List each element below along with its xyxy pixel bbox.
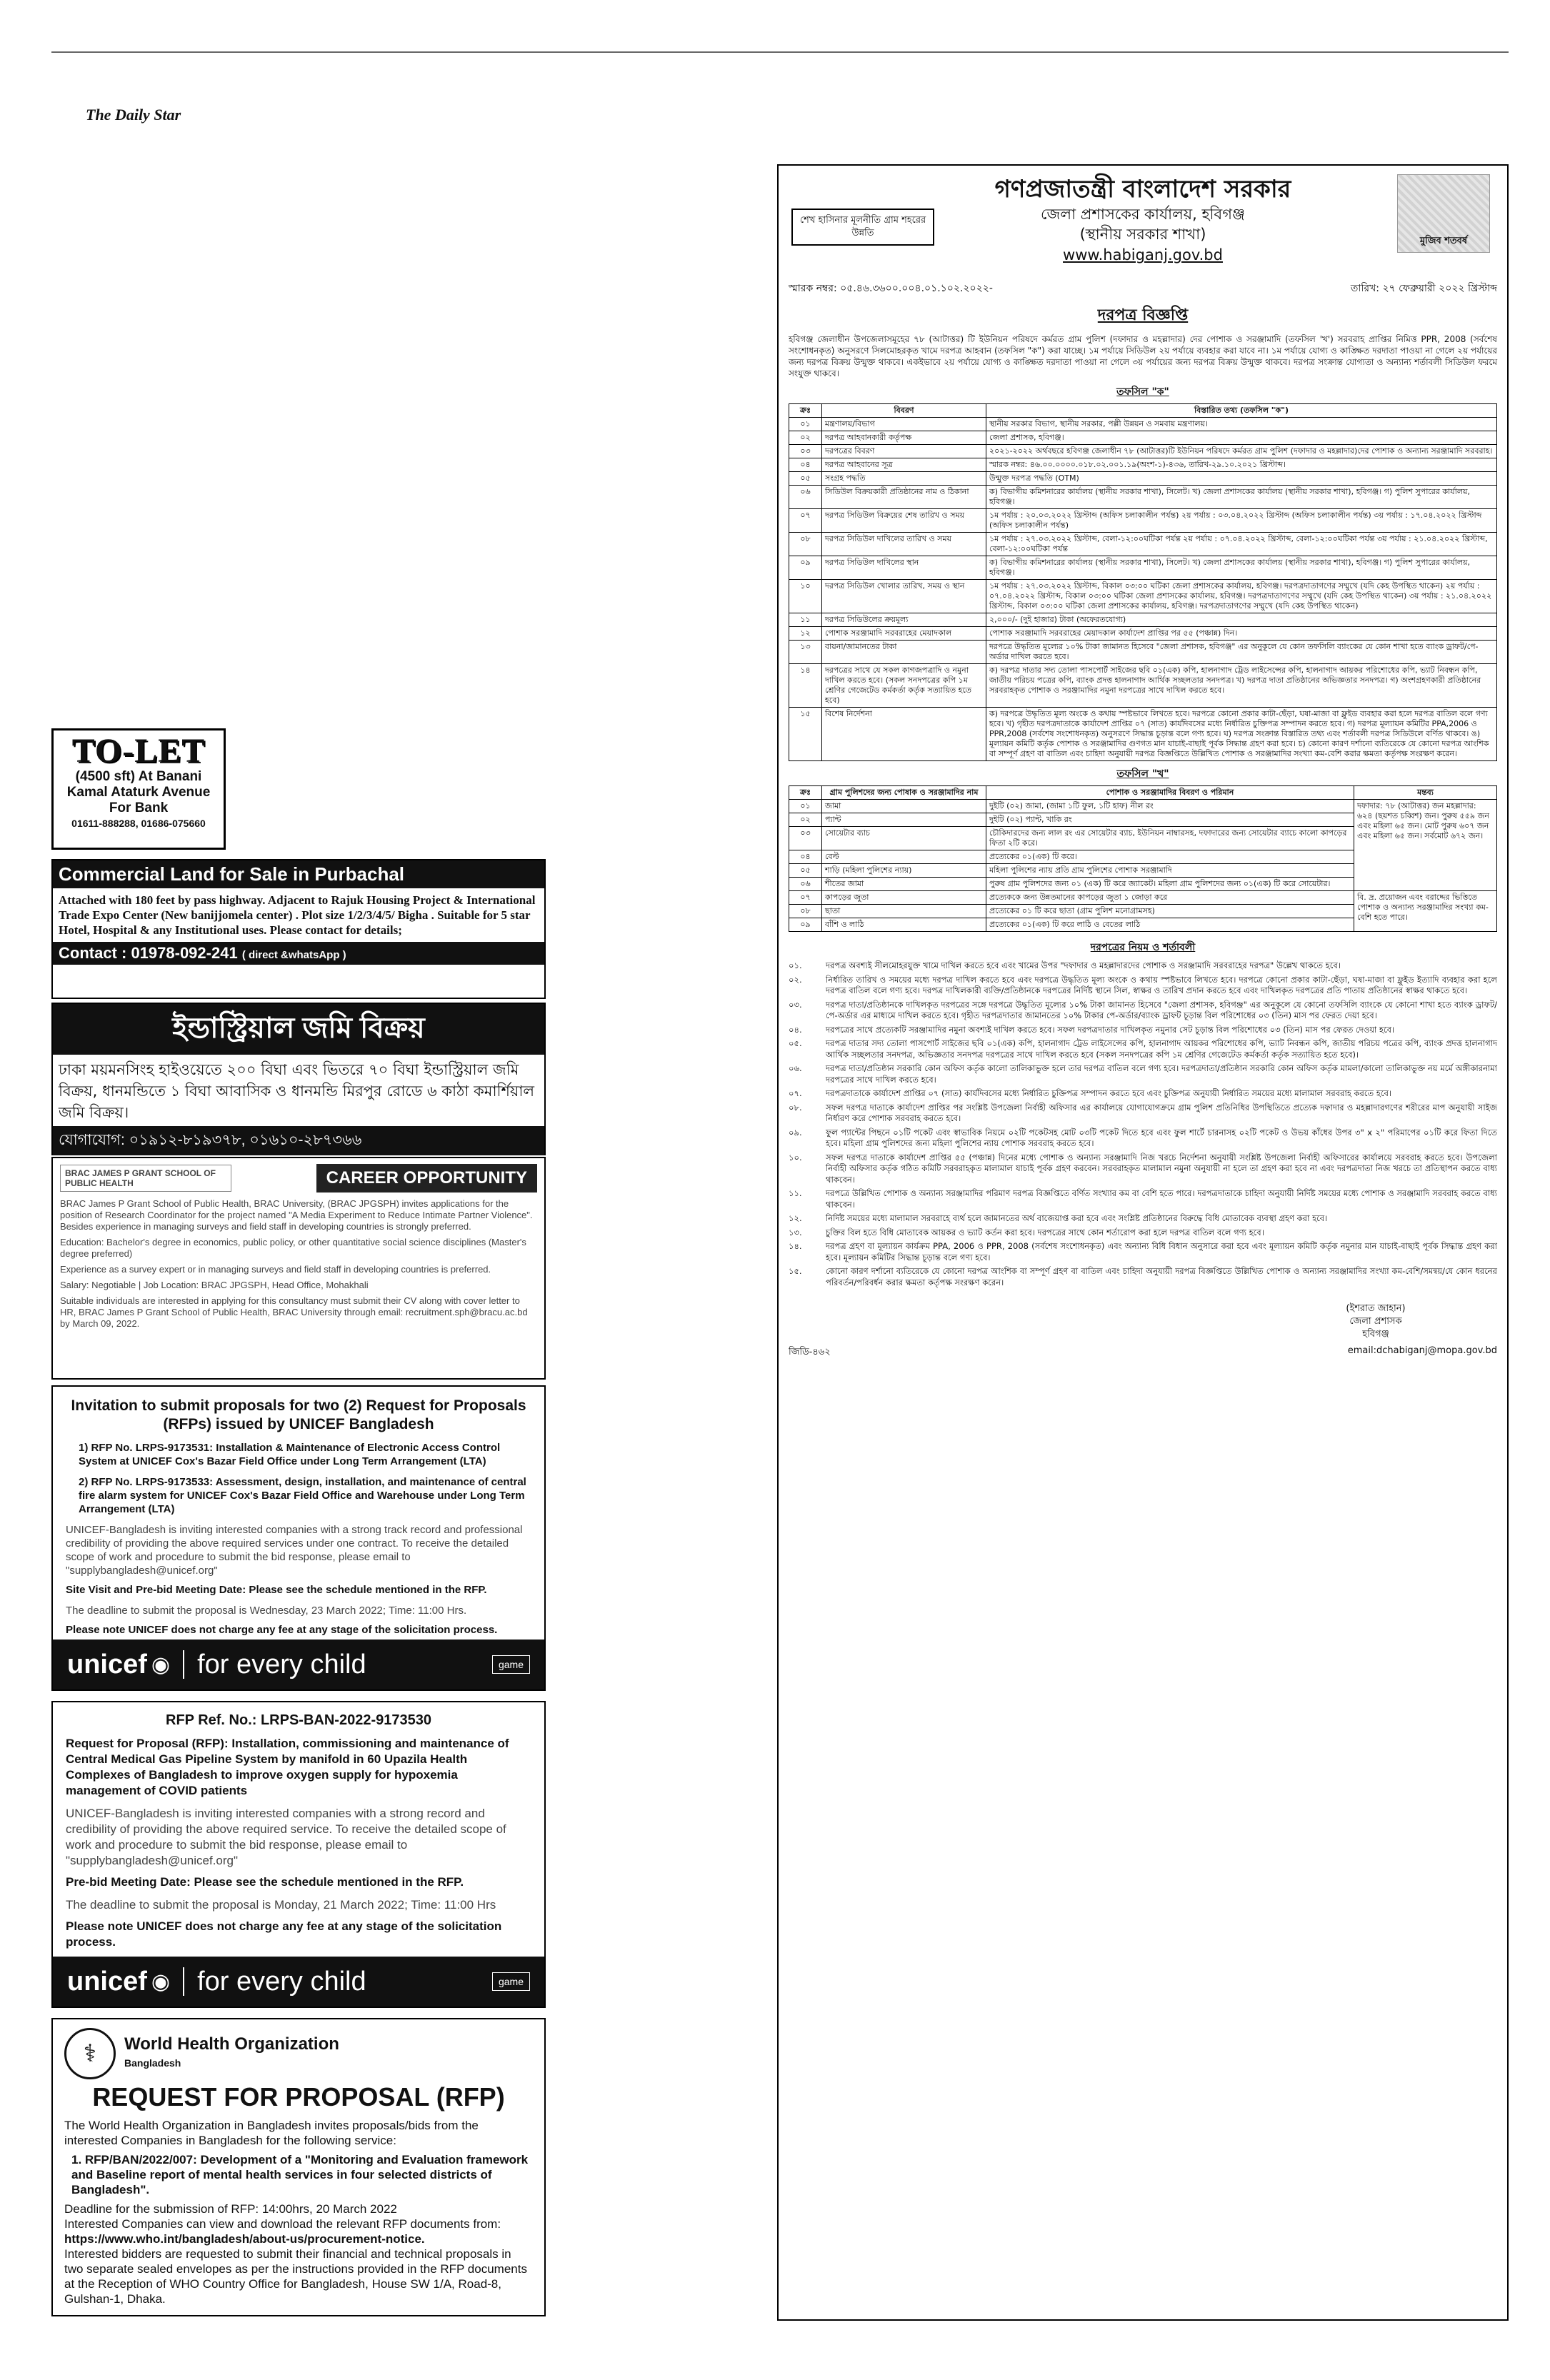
brac-para-3: Experience as a survey expert or in managing surveys and field staff in developing countries is preferred. bbox=[60, 1264, 491, 1275]
table-row bbox=[789, 472, 1497, 486]
table-row bbox=[789, 708, 1497, 761]
table-cell: ০৪ bbox=[789, 850, 822, 864]
unicef2-fee-note: Please note UNICEF does not charge any fee at any stage of the solicitation process. bbox=[66, 1919, 502, 1949]
commercial-contact-note: ( direct &whatsApp ) bbox=[241, 949, 346, 961]
schedule-b-header: গ্রাম পুলিশদের জন্য পোষাক ও সরঞ্জামাদির নাম bbox=[822, 786, 986, 800]
table-cell: ০৯ bbox=[789, 556, 822, 580]
notice-code: জিডি-৪৬২ bbox=[789, 1347, 831, 1357]
table-cell: শাড়ি (মহিলা পুলিশের ন্যায়) bbox=[822, 864, 986, 878]
unicef1-para: UNICEF-Bangladesh is inviting interested companies with a strong track record and professional credibility of providing the above required services under one contract. To receive the detailed scope of work and procedure to submit the bid response, please email to "supplybangladesh@unicef.org" bbox=[66, 1524, 523, 1577]
table-cell: ০৮ bbox=[789, 905, 822, 918]
table-row bbox=[789, 664, 1497, 708]
unicef2-desc: Request for Proposal (RFP): Installation, commissioning and maintenance of Central Medical Gas Pipeline System by manifold in 60 Upazila Health Complexes of Bangladesh to improve oxygen supply for hypoxemia management of COVID patients bbox=[66, 1737, 509, 1797]
industrial-land-ad bbox=[51, 1003, 546, 1155]
rule-item bbox=[789, 960, 1497, 972]
schedule-a-header: বিবরণ bbox=[822, 404, 986, 418]
table-row bbox=[789, 800, 1497, 813]
table-cell: সোয়েটার ব্যাচ bbox=[822, 827, 986, 850]
table-cell: প্যান্ট bbox=[822, 813, 986, 827]
table-cell: মহিলা পুলিশের ন্যায় প্রতি গ্রাম পুলিশের পোশাক সরঞ্জামাদি bbox=[986, 864, 1354, 878]
who-title: REQUEST FOR PROPOSAL (RFP) bbox=[92, 2082, 505, 2112]
table-cell: ২০২১-২০২২ অর্থবছরে হবিগঞ্জ জেলাধীন ৭৮ (আটাত্তর)টি ইউনিয়ন পরিষদে কর্মরত গ্রাম পুলিশ (দফাদার ও মহল্লাদার)দের পোশাক ও অন্যান্য সরঞ্জামাদি সরবরাহ। bbox=[986, 445, 1497, 458]
table-row bbox=[789, 486, 1497, 509]
table-row bbox=[789, 641, 1497, 664]
signatory-place: হবিগঞ্জ bbox=[1362, 1329, 1389, 1340]
table-cell: বেল্ট bbox=[822, 850, 986, 864]
table-row bbox=[789, 613, 1497, 627]
industrial-body: ঢাকা ময়মনসিংহ হাইওয়েতে ২০০ বিঘা এবং ভিতরে ৭০ বিঘা ইন্ডাস্ট্রিয়াল জমি বিক্রয়, ধানমন্ডিতে ১ বিঘা আবাসিক ও ধানমন্ডি মিরপুর রোডে ৬ কাঠা কমার্শিয়াল জমি বিক্রয়। bbox=[59, 1061, 535, 1121]
table-row bbox=[789, 458, 1497, 472]
rule-item bbox=[789, 1188, 1497, 1210]
signature-block bbox=[1283, 1302, 1469, 1341]
table-cell: দরপত্র সিডিউল দাখিলের তারিখ ও সময় bbox=[822, 533, 986, 556]
table-cell: ০৭ bbox=[789, 509, 822, 533]
brac-career-title: CAREER OPPORTUNITY bbox=[316, 1164, 537, 1192]
table-cell: পোশাক সরঞ্জামাদি সরবরাহের মেয়াদকাল bbox=[822, 627, 986, 641]
table-cell: দরপত্র আহবানের সূত্র bbox=[822, 458, 986, 472]
who-submit: Interested bidders are requested to submit their financial and technical proposals in two separate sealed envelopes as per the instructions provided in the RFP documents at the Reception of WHO Country Office for Bangladesh, House SW 1/A, Road-8, Gulshan-1, Dhaka. bbox=[64, 2247, 527, 2306]
schedule-a-header: বিস্তারিত তথ্য (তফসিল "ক") bbox=[986, 404, 1497, 418]
table-cell: বায়না/জামানতের টাকা bbox=[822, 641, 986, 664]
rules-list bbox=[789, 960, 1497, 1288]
rule-item bbox=[789, 1000, 1497, 1022]
commercial-body: Attached with 180 feet by pass highway. Adjacent to Rajuk Housing Project & International Trade Expo Center (New banijjomela center) . Plot size 1/2/3/4/5/ Bigha . Suitable for 5 star Hotel, Hospital & any Institutional uses. Please contact for details; bbox=[59, 893, 536, 937]
table-cell: ১৩ bbox=[789, 641, 822, 664]
table-cell: ১ম পর্যায় : ২৭.০৩.২০২২ খ্রিস্টাব্দ, বেলা-১২:০০ঘটিকা পর্যন্ত ২য় পর্যায় : ০৭.০৪.২০২২ খ্রিস্টাব্দ, বেলা-১২:০০ঘটিকা পর্যন্ত ৩য় পর্যায় : ২১.০৪.২০২২ খ্রিস্টাব্দ, বেলা-১২:০০ঘটিকা পর্যন্ত bbox=[986, 533, 1497, 556]
table-cell: ০১ bbox=[789, 800, 822, 813]
rule-item bbox=[789, 1213, 1497, 1225]
table-cell: ১১ bbox=[789, 613, 822, 627]
commercial-title: Commercial Land for Sale in Purbachal bbox=[53, 860, 544, 888]
table-cell: ক) বিভাগীয় কমিশনারের কার্যালয় (স্থানীয় সরকার শাখা), সিলেট। খ) জেলা প্রশাসকের কার্যালয় (স্থানীয় সরকার শাখা), হবিগঞ্জ। গ) পুলিশ সুপারের কার্যালয়, হবিগঞ্জ। bbox=[986, 556, 1497, 580]
unicef2-logo: unicef bbox=[67, 1966, 147, 1997]
table-cell: দরপত্রে উদ্ধৃতিত মূল্যের ১০% টাকা জামানত হিসেবে "জেলা প্রশাসক, হবিগঞ্জ" এর অনুকূলে যে কোন তফসিলি ব্যাংকের যে কোন শাখা হতে ব্যাংক ড্রাফট/পে-অর্ডার দাখিল করতে হবে। bbox=[986, 641, 1497, 664]
rule-text: দরপত্রের সাথে প্রত্যেকটি সরঞ্জামাদির নমুনা অবশ্যই দাখিল করতে হবে। সফল দরপত্রদাতার দাখিলকৃত নমুনার সেট চূড়ান্ত বিল পরিশোধের ০৩ (তিন) মাস পর ফেরত দেওয়া হবে। bbox=[826, 1024, 1395, 1035]
rule-number: ০২. bbox=[789, 974, 802, 985]
unicef1-logo: unicef bbox=[67, 1649, 147, 1679]
rule-text: দরপত্র দাতার সদ্য তোলা পাসপোর্ট সাইজের ছবি ০১(এক) কপি, হালনাগাদ ট্রেড লাইসেন্সের কপি, হালনাগাদ আয়কর পরিশোধের কপি, ভ্যাট নিবন্ধন কপি, জাতীয় পরিচয় পত্রের কপি, ব্যাংক প্রদত্ত হালনাগাদ আর্থিক সচ্ছলতার সনদপত্র, অভিজ্ঞতার সনদপত্র দরপত্রের সাথে দাখিল করতে হবে (সকল সনদপত্রের কপি ১ম শ্রেণির গেজেটেড কর্মকর্তা কর্তৃক সত্যায়িত হতে হবে)। bbox=[826, 1038, 1497, 1060]
rule-text: কোনো কারণ দর্শানো ব্যতিরেকে যে কোনো দরপত্র আংশিক বা সম্পূর্ণ গ্রহণ বা বাতিল এবং চাহিদা অনুযায়ী দরপত্র বিজ্ঞপ্তিতে উল্লিখিত পোশাক ও অন্যান্য সরঞ্জামাদির সংখ্যা কম-বেশি/সমন্বয়/যে কোন ধরনের পরিবর্তন/পরিবর্ধন করার ক্ষমতা কর্তৃপক্ষ সংরক্ষণ করেন। bbox=[826, 1266, 1497, 1287]
unicef1-tagline: for every child bbox=[197, 1649, 366, 1679]
signatory-title: জেলা প্রশাসক bbox=[1349, 1316, 1402, 1327]
table-cell: সংগ্রহ পদ্ধতি bbox=[822, 472, 986, 486]
table-cell: ০৩ bbox=[789, 827, 822, 850]
rule-number: ০৬. bbox=[789, 1063, 802, 1073]
unicef2-deadline: The deadline to submit the proposal is Monday, 21 March 2022; Time: 11:00 Hrs bbox=[66, 1898, 496, 1912]
signatory-name: (ইশরাত জাহান) bbox=[1346, 1303, 1406, 1314]
commercial-land-ad bbox=[51, 859, 546, 999]
rule-item bbox=[789, 1103, 1497, 1125]
rule-item bbox=[789, 1241, 1497, 1263]
brac-para-1: BRAC James P Grant School of Public Health, BRAC University, (BRAC JPGSPH) invites applications for the position of Research Coordinator for the project named "A Media Experiment to Reduce Intimate Partner Violence". Besides experience in managing surveys and field staff in developing countries is strongly preferred. bbox=[60, 1198, 533, 1232]
table-cell: স্থানীয় সরকার বিভাগ, স্থানীয় সরকার, পল্লী উন্নয়ন ও সমবায় মন্ত্রণালয়। bbox=[986, 418, 1497, 431]
table-cell: ০৭ bbox=[789, 891, 822, 905]
rule-number: ০৭. bbox=[789, 1088, 802, 1098]
table-cell: ১৪ bbox=[789, 664, 822, 708]
tolet-line2: Kamal Ataturk Avenue bbox=[66, 785, 211, 800]
unicef1-deadline: The deadline to submit the proposal is Wednesday, 23 March 2022; Time: 11:00 Hrs. bbox=[66, 1605, 467, 1617]
table-row bbox=[789, 556, 1497, 580]
notice-memo-number: স্মারক নম্বর: ০৫.৪৬.৩৬০০.০০৪.০১.১০২.২০২২- bbox=[789, 283, 993, 294]
rules-title: দরপত্রের নিয়ম ও শর্তাবলী bbox=[1090, 942, 1196, 953]
schedule-b-note: বি. দ্র. প্রয়োজন এবং বরাদ্দের ভিত্তিতে পোশাক ও অন্যান্য সরঞ্জামাদির সংখ্যা কম-বেশি হতে পারে। bbox=[1354, 891, 1497, 932]
table-cell: ১ম পর্যায় : ২৭.০৩.২০২২ খ্রিস্টাব্দ, বিকাল ০৩:০০ ঘটিকা জেলা প্রশাসকের কার্যালয়, হবিগঞ্জ। দরপত্রদাতাগণের সম্মুখে (যদি কেহ উপস্থিত থাকেন) ২য় পর্যায় : ০৭.০৪.২০২২ খ্রিস্টাব্দ, বিকাল ০৩:০০ ঘটিকা জেলা প্রশাসকের কার্যালয়, হবিগঞ্জ। দরপত্রদাতাগণের সম্মুখে (যদি কেহ উপস্থিত থাকেন) ৩য় পর্যায় : ২১.০৪.২০২২ খ্রিস্টাব্দ, বিকাল ০৩:০০ ঘটিকা জেলা প্রশাসকের কার্যালয়, হবিগঞ্জ। দরপত্রদাতাগণের সম্মুখে (যদি কেহ উপস্থিত থাকেন) bbox=[986, 580, 1497, 613]
industrial-title: ইন্ডাস্ট্রিয়াল জমি বিক্রয় bbox=[53, 1004, 544, 1055]
tender-notice bbox=[777, 164, 1509, 2321]
tolet-ad bbox=[51, 728, 226, 850]
tolet-phone: 01611-888288, 01686-075660 bbox=[71, 818, 206, 829]
app-store-icon: game bbox=[492, 1655, 530, 1674]
unicef1-title: Invitation to submit proposals for two (2) Request for Proposals (RFPs) issued by UNICEF Bangladesh bbox=[71, 1397, 526, 1432]
rule-text: দরপত্র দাতা/প্রতিষ্ঠান সরকারি কোন অফিস কর্তৃক কালো তালিকাভুক্ত হলে তার দরপত্র বাতিল বলে গণ্য হবে। দরপত্রদাতা/প্রতিষ্ঠান সরকারি কোন অফিস কর্তৃক মামলা/কালো তালিকাভুক্ত নয় মর্মে অঙ্গীকারনামা দরপত্রের সাথে দাখিল করতে হবে। bbox=[826, 1063, 1497, 1085]
rule-text: দরপত্র গ্রহণ বা মূল্যায়ন কার্যক্রম PPA, 2006 ও PPR, 2008 (সর্বশেষ সংশোধনকৃত) এবং অন্যান্য বিধি বিধান অনুসারে করা হবে এবং মূল্যায়ন কমিটি কর্তৃক নমুনার মান যাচাই-বাছাই পূর্বক সিদ্ধান্ত গ্রহণ করা হবে। মূল্যায়ন কমিটির সিদ্ধান্ত চূড়ান্ত বলে গণ্য হবে। bbox=[826, 1241, 1497, 1262]
rule-item bbox=[789, 1063, 1497, 1085]
table-cell: ০৪ bbox=[789, 458, 822, 472]
table-row bbox=[789, 533, 1497, 556]
commercial-contact bbox=[53, 942, 544, 965]
table-cell: দরপত্র সিডিউল দাখিলের স্থান bbox=[822, 556, 986, 580]
notice-branch: (স্থানীয় সরকার শাখা) bbox=[1079, 226, 1206, 243]
table-cell: প্রত্যেকের ০১ টি করে ছাতা (গ্রাম পুলিশ মনোগ্রামসহ) bbox=[986, 905, 1354, 918]
table-cell: শীতের জামা bbox=[822, 878, 986, 891]
table-cell: সিডিউল বিক্রয়কারী প্রতিষ্ঠানের নাম ও ঠিকানা bbox=[822, 486, 986, 509]
unicef1-item-1: 1) RFP No. LRPS-9173531: Installation & Maintenance of Electronic Access Control System at UNICEF Cox's Bazar Field Office under Long Term Arrangement (LTA) bbox=[79, 1442, 501, 1467]
table-row bbox=[789, 445, 1497, 458]
unicef1-brand-bar bbox=[53, 1640, 544, 1689]
table-cell: ০১ bbox=[789, 418, 822, 431]
tolet-title: TO-LET bbox=[71, 732, 206, 770]
who-item: 1. RFP/BAN/2022/007: Development of a "Monitoring and Evaluation framework and Baseline report of mental health services in four selected districts of Bangladesh". bbox=[71, 2153, 529, 2196]
rule-number: ০৮. bbox=[789, 1102, 802, 1113]
unicef2-meeting: Pre-bid Meeting Date: Please see the schedule mentioned in the RFP. bbox=[66, 1875, 464, 1889]
unicef1-fee-note: Please note UNICEF does not charge any fee at any stage of the solicitation process. bbox=[66, 1624, 498, 1636]
table-cell: দরপত্র সিডিউল বিক্রয়ের শেষ তারিখ ও সময় bbox=[822, 509, 986, 533]
rule-item bbox=[789, 1266, 1497, 1288]
table-cell: বিশেষ নির্দেশনা bbox=[822, 708, 986, 761]
rule-number: ০৪. bbox=[789, 1024, 802, 1035]
table-cell: ১ম পর্যায় : ২০.০৩.২০২২ খ্রিস্টাব্দ (অফিস চলাকালীন পর্যন্ত) ২য় পর্যায় : ০৩.০৪.২০২২ খ্রিস্টাব্দ (অফিস চলাকালীন পর্যন্ত) ৩য় পর্যায় : ১৭.০৪.২০২২ খ্রিস্টাব্দ (অফিস চলাকালীন পর্যন্ত) bbox=[986, 509, 1497, 533]
rule-text: সফল দরপত্র দাতাকে কার্যাদেশ প্রাপ্তির পর সংশ্লিষ্ট উপজেলা নির্বাহী অফিসার এর কার্যালয়ে যোগাযোগক্রমে গ্রাম পুলিশ প্রতিনিধির উপস্থিতিতে প্রত্যেক দফাদার ও মহল্লাদারগণের শরীরের মাপ অনুযায়ী সাইজ নির্ধারণ করে পোশাক সরবরাহ করতে হবে। bbox=[826, 1102, 1497, 1123]
rule-number: ০৫. bbox=[789, 1038, 802, 1048]
table-cell: দুইটি (০২) প্যান্ট, খাকি রং bbox=[986, 813, 1354, 827]
rule-item bbox=[789, 1025, 1497, 1036]
rule-number: ১৪. bbox=[789, 1241, 802, 1251]
table-cell: উন্মুক্ত দরপত্র পদ্ধতি (OTM) bbox=[986, 472, 1497, 486]
table-cell: ১০ bbox=[789, 580, 822, 613]
table-cell: চৌকিদারদের জন্য লাল রং এর সোয়েটার ব্যাচ, ইউনিয়ন নাম্বারসহ, দফাদারের জন্য সোয়েটার ব্যাচে কালো কাপড়ের ফিতা ২টি করে। bbox=[986, 827, 1354, 850]
industrial-contact: যোগাযোগ: ০১৯১২-৮১৯৩৭৮, ০১৬১০-২৮৭৩৬৬ bbox=[53, 1126, 544, 1155]
unicef2-ref: RFP Ref. No.: LRPS-BAN-2022-9173530 bbox=[166, 1712, 431, 1728]
tolet-line1: (4500 sft) At Banani bbox=[75, 769, 202, 784]
who-deadline: Deadline for the submission of RFP: 14:00hrs, 20 March 2022 bbox=[64, 2202, 397, 2216]
rule-number: ০৩. bbox=[789, 999, 802, 1010]
unicef1-separator bbox=[183, 1650, 184, 1679]
unicef2-tagline: for every child bbox=[197, 1966, 366, 1997]
table-cell: দরপত্র আহবানকারী কর্তৃপক্ষ bbox=[822, 431, 986, 445]
table-cell: ০৯ bbox=[789, 918, 822, 932]
table-cell: প্রত্যেকের ০১(এক) টি করে। bbox=[986, 850, 1354, 864]
unicef2-para: UNICEF-Bangladesh is inviting interested companies with a strong record and credibility of providing the above required service. To receive the detailed scope of work and procedure to submit the bid response, please email to "supplybangladesh@unicef.org" bbox=[66, 1807, 506, 1867]
rule-text: দরপত্র দাতা/প্রতিষ্ঠানকে দাখিলকৃত দরপত্রের সঙ্গে দরপত্রে উদ্ধৃতিত মূল্যের ১০% টাকা জামানত হিসেবে "জেলা প্রশাসক, হবিগঞ্জ" এর অনুকূলে যে কোনো তফসিলি ব্যাংকে যে কোনো শাখা হতে ব্যাংক ড্রাফট/পে-অর্ডার এর মাধ্যমে দাখিল করতে হবে। গৃহীত দরপত্রদাতার জামানতের ১০% টাকার পে-অর্ডার/ব্যাংক ড্রাফট চূড়ান্ত বিল পরিশোধের ০৩ (তিন) মাস পর ফেরত দেয়া হবে। bbox=[826, 999, 1497, 1020]
table-row bbox=[789, 627, 1497, 641]
table-row bbox=[789, 891, 1497, 905]
schedule-b-table bbox=[789, 785, 1497, 932]
table-cell: ০৫ bbox=[789, 864, 822, 878]
brac-para-4: Salary: Negotiable | Job Location: BRAC JPGSPH, Head Office, Mohakhali bbox=[60, 1280, 369, 1290]
table-cell: ছাতা bbox=[822, 905, 986, 918]
app-store-icon: game bbox=[492, 1972, 530, 1991]
table-row bbox=[789, 418, 1497, 431]
brac-logo: BRAC JAMES P GRANT SCHOOL OF PUBLIC HEALTH bbox=[60, 1165, 231, 1192]
rule-number: ১০. bbox=[789, 1152, 802, 1163]
table-cell: দরপত্র সিডিউল খোলার তারিখ, সময় ও স্থান bbox=[822, 580, 986, 613]
schedule-b-title: তফসিল "খ" bbox=[1116, 768, 1169, 780]
notice-title: দরপত্র বিজ্ঞপ্তি bbox=[1097, 306, 1189, 324]
table-cell: পোশাক সরঞ্জামাদি সরবরাহের মেয়াদকাল কার্যাদেশ প্রাপ্তির পর ৫৫ (পঞ্চান্ন) দিন। bbox=[986, 627, 1497, 641]
table-cell: স্মারক নম্বর: ৪৬.০০.০০০০.০১৮.০২.০০১.১৯(অংশ-১)-৪৩৬, তারিখ-২৯.১০.২০২১ খ্রিস্টাব্দ। bbox=[986, 458, 1497, 472]
unicef-rfp-ad-2 bbox=[51, 1701, 546, 2008]
table-cell: ০২ bbox=[789, 813, 822, 827]
table-cell: দুইটি (০২) জামা, (জামা ১টি ফুল, ১টি হাফ) নীল রং bbox=[986, 800, 1354, 813]
unicef1-meeting: Site Visit and Pre-bid Meeting Date: Please see the schedule mentioned in the RFP. bbox=[66, 1584, 487, 1596]
rule-text: নির্দিষ্ট সময়ের মধ্যে মালামাল সরবরাহে ব্যর্থ হলে জামানতের অর্থ বাজেয়াপ্ত করা হবে এবং সংশ্লিষ্ট প্রতিষ্ঠানের বিরুদ্ধে বিধি মোতাবেক ব্যবস্থা গ্রহণ করা হবে। bbox=[826, 1213, 1328, 1223]
rule-number: ০১. bbox=[789, 960, 802, 970]
notice-intro: হবিগঞ্জ জেলাধীন উপজেলাসমূহের ৭৮ (আটাত্তর) টি ইউনিয়ন পরিষদে কর্মরত গ্রাম পুলিশ (দফাদার ও মহল্লাদার) দের পোশাক ও সরঞ্জামাদি (তফসিল 'খ') সরবরাহ প্রাপ্তির নিমিত্ত PPR, 2008 (সর্বশেষ সংশোধনকৃত) অনুসরণে সিলমোহরকৃত খামে দরপত্র আহবান (তফসিল "ক") করা যাচ্ছে। ১ম পর্যায়ে সিডিউল ২য় পর্যায়ে ব্যবহার করা যাবে না। ১ম পর্যায়ে যোগ্য ও কাঙ্ক্ষিত দরদাতা পাওয়া না গেলে ২য় পর্যায়ের জন্য দরপত্র বিক্রয় উন্মুক্ত থাকবে। একইভাবে ২য় পর্যায়ে যোগ্য ও কাঙ্ক্ষিত দরদাতা পাওয়া না গেলে ৩য় পর্যায়ের জন্য দরপত্র বিক্রয় উন্মুক্ত থাকবে। দরপত্র সংক্রান্ত যোগ্যতা ও অন্যান্য শর্তাবলী সিডিউল ফরমে সংযুক্ত থাকবে। bbox=[789, 334, 1497, 378]
schedule-b-header: পোশাক ও সরঞ্জামাদির বিবরণ ও পরিমান bbox=[986, 786, 1354, 800]
brac-para-2: Education: Bachelor's degree in economics, public policy, or other quantitative social science disciplines (Master's degree preferred) bbox=[60, 1237, 526, 1259]
table-row bbox=[789, 580, 1497, 613]
table-row bbox=[789, 509, 1497, 533]
who-org-name: World Health Organization bbox=[124, 2034, 339, 2054]
table-row bbox=[789, 431, 1497, 445]
table-cell: ০৩ bbox=[789, 445, 822, 458]
notice-website: www.habiganj.gov.bd bbox=[1063, 246, 1223, 263]
table-cell: ০৫ bbox=[789, 472, 822, 486]
mujib-centenary-logo: মুজিব শতবর্ষ bbox=[1397, 174, 1490, 253]
table-cell: ক) দরপত্রে উদ্ধৃতিত মূল্য অংকে ও কথায় স্পষ্টভাবে লিখতে হবে। দরপত্রে কোনো প্রকার কাটা-ছেঁড়া, ঘষা-মাজা বা ফ্লুইড ব্যবহার করা হলে দরপত্র বাতিল বলে গণ্য হবে। খ) গৃহীত দরপত্রদাতাকে কার্যাদেশ প্রাপ্তির ০৭ (সাত) কার্যদিবসের মধ্যে নির্ধারিত চুক্তিপত্র সম্পাদন করতে হবে। গ) দরপত্র মূল্যায়ন কমিটির PPA,2006 ও PPR,2008 (সর্বশেষ সংশোধনকৃত) অনুসরণে সিদ্ধান্ত চূড়ান্ত বলে গণ্য হবে। ঘ) দরপত্র সংক্রান্ত বিস্তারিত তথ্য এবং শর্তাবলী দরপত্র সিডিউলে বর্ণিত থাকবে। ঙ) মূল্যায়ন কমিটি কর্তৃক পোশাক ও সরঞ্জামাদির গুণগত মান যাচাই-বাছাই পূর্বক সিদ্ধান্ত গ্রহণ করা হবে। চ) কোনো কারণ দর্শানো ব্যতিরেকে যে কোনো দরপত্র আংশিক বা সম্পূর্ণ গ্রহণ বা বাতিল এবং চাহিদা অনুযায়ী দরপত্র বিজ্ঞপ্তিতে উল্লিখিত পোশাক ও সরঞ্জামাদির সংখ্যা কম-বেশি করার ক্ষমতা কর্তৃপক্ষ সংরক্ষণ করেন। bbox=[986, 708, 1497, 761]
rule-text: ফুল প্যান্টের পিছনে ০১টি পকেট এবং স্বাভাবিক নিয়মে ০২টি পকেটসহ মোট ০৩টি পকেট দিতে হবে এবং ফুল শার্টে চারনাসহ ০২টি পকেট ও উভয় কাঁধের উপর ৩" x ২" পরিমাপের ০১টি করে ফিতা দিতে হবে। মহিলা গ্রাম পুলিশদের জন্য মহিলা পুলিশের ন্যায় পোশাক সরবরাহ করতে হবে। bbox=[826, 1127, 1497, 1148]
table-cell: প্রত্যেকের ০১(এক) টি করে লাঠি ও বেতের লাঠি bbox=[986, 918, 1354, 932]
table-cell: ০২ bbox=[789, 431, 822, 445]
rule-text: চুক্তির বিল হতে বিধি মোতাবেক আয়কর ও ভ্যাট কর্তন করা হবে। দরপত্রের সাথে কোন শর্তারোপ করা হলে দরপত্র বাতিল বলে গণ্য হবে। bbox=[826, 1227, 1264, 1237]
table-cell: ১২ bbox=[789, 627, 822, 641]
notice-email: email:dchabiganj@mopa.gov.bd bbox=[1347, 1345, 1497, 1356]
rule-number: ১৩. bbox=[789, 1227, 802, 1237]
who-intro: The World Health Organization in Bangladesh invites proposals/bids from the interested Companies in Bangladesh for the following service: bbox=[64, 2119, 479, 2147]
tolet-line3: For Bank bbox=[109, 800, 169, 815]
who-emblem-icon: ⚕ bbox=[64, 2028, 116, 2079]
table-cell: ক) দরপত্র দাতার সদ্য তোলা পাসপোর্ট সাইজের ছবি ০১(এক) কপি, হালনাগাদ ট্রেড লাইসেন্সের কপি, হালনাগাদ আয়কর পরিশোধের কপি, ভ্যাট নিবন্ধন কপি, জাতীয় পরিচয় পত্রের কপি, ব্যাংক প্রদত্ত হালনাগাদ আর্থিক সচ্ছলতার সনদপত্র। খ) দরপত্র দাতা প্রতিষ্ঠানের অভিজ্ঞতার সনদপত্র। গ) অংশগ্রহণকারী প্রতিষ্ঠানের সরবরাহকৃত পোশাক ও সরঞ্জামাদির নমুনা দরপত্রের সাথে দাখিল করতে হবে। bbox=[986, 664, 1497, 708]
rule-number: ০৯. bbox=[789, 1127, 802, 1138]
table-cell: ০৬ bbox=[789, 486, 822, 509]
unicef1-item-2: 2) RFP No. LRPS-9173533: Assessment, design, installation, and maintenance of central fire alarm system for UNICEF Cox's Bazar Field Office and Warehouse under Long Term Arrangement (LTA) bbox=[79, 1476, 526, 1515]
table-cell: দরপত্র সিডিউলের ক্রয়মূল্য bbox=[822, 613, 986, 627]
table-cell: ১৫ bbox=[789, 708, 822, 761]
table-cell: প্রত্যেককে জন্য উন্নতমানের কাপড়ের জুতা ১ জোড়া করে bbox=[986, 891, 1354, 905]
who-rfp-ad bbox=[51, 2018, 546, 2316]
unicef-rfp-ad-1 bbox=[51, 1385, 546, 1691]
table-cell: দরপত্রের বিবরণ bbox=[822, 445, 986, 458]
table-cell: ২,০০০/- (দুই হাজার) টাকা (অফেরতযোগ্য) bbox=[986, 613, 1497, 627]
schedule-b-header: মন্তব্য bbox=[1354, 786, 1497, 800]
schedule-a-table bbox=[789, 403, 1497, 761]
table-cell: জামা bbox=[822, 800, 986, 813]
rule-number: ১২. bbox=[789, 1213, 802, 1223]
notice-office: জেলা প্রশাসকের কার্যালয়, হবিগঞ্জ bbox=[1041, 206, 1245, 223]
masthead: The Daily Star bbox=[86, 106, 181, 124]
unicef2-brand-bar bbox=[53, 1957, 544, 2007]
rule-item bbox=[789, 1128, 1497, 1150]
rule-item bbox=[789, 1227, 1497, 1239]
rule-text: সফল দরপত্র দাতাকে কার্যাদেশ প্রাপ্তির ৫৫ (পঞ্চান্ন) দিনের মধ্যে পোশাক ও অন্যান্য সরঞ্জামাদি নিজ খরচে নির্দেশনা অনুযায়ী সংশ্লিষ্ট উপজেলা নির্বাহী অফিসারের কার্যালয়ে সরবরাহ করতে হবে। উপজেলা নির্বাহী অফিসার কর্তৃক গঠিত কমিটি সরবরাহকৃত মালামাল যাচাই পূর্বক গ্রহণ করবেন। সরবরাহকৃত মালামাল নমুনা অনুযায়ী না হলে তা গ্রহণ করা হবে না এবং দরপত্রদাতা নিজ খরচে তা প্রতিস্থাপন করতে বাধ্য থাকবেন। bbox=[826, 1152, 1497, 1185]
unicef2-separator bbox=[183, 1967, 184, 1996]
rule-text: দরপত্রদাতাকে কার্যাদেশ প্রাপ্তির ০৭ (সাত) কার্যদিবসের মধ্যে নির্ধারিত চুক্তিপত্র সম্পাদন করতে হবে এবং চুক্তিপত্র অনুযায়ী নির্ধারিত সময়ের মধ্যে মালামাল সরবরাহ করতে হবে। bbox=[826, 1088, 1391, 1098]
rule-item bbox=[789, 1088, 1497, 1100]
notice-government: গণপ্রজাতন্ত্রী বাংলাদেশ সরকার bbox=[994, 175, 1291, 204]
table-cell: দরপত্রের সাথে যে সকল কাগজপত্রাদি ও নমুনা দাখিল করতে হবে। (সকল সনদপত্রের কপি ১ম শ্রেণির গেজেটেড কর্মকর্তা কর্তৃক সত্যায়িত হতে হবে) bbox=[822, 664, 986, 708]
brac-career-ad bbox=[51, 1157, 546, 1380]
rule-text: দরপত্রে উল্লিখিত পোশাক ও অন্যান্য সরঞ্জামাদির পরিমাণ দরপত্র বিজ্ঞপ্তিতে বর্ণিত সংখ্যার কম বা বেশি হতে পারে। দরপত্রদাতাকে চাহিদা অনুযায়ী নির্দিষ্ট সময়ের মধ্যে পোশাক ও সরঞ্জামাদি সরবরাহ করতে বাধ্য থাকবেন। bbox=[826, 1188, 1497, 1210]
table-cell: বাঁশি ও লাঠি bbox=[822, 918, 986, 932]
who-country: Bangladesh bbox=[124, 2057, 181, 2069]
table-cell: ০৬ bbox=[789, 878, 822, 891]
table-cell: ০৮ bbox=[789, 533, 822, 556]
schedule-b-remark: দফাদার: ৭৮ (আটাত্তর) জন মহল্লাদার: ৬২৪ (ছয়শত চব্বিশ) জন। পুরুষ ৫৫৯ জন এবং মহিলা ৬৫ জন। মোট পুরুষ ৬০৭ জন এবং মহিলা ৬৫ জন। সর্বমোট ৬৭২ জন। bbox=[1354, 800, 1497, 891]
schedule-a-header: ক্রঃ bbox=[789, 404, 822, 418]
globe-icon: ◉ bbox=[151, 1652, 171, 1677]
table-cell: কাপড়ের জুতা bbox=[822, 891, 986, 905]
brac-para-5: Suitable individuals are interested in applying for this consultancy must submit their CV along with cover letter to HR, BRAC James P Grant School of Public Health, BRAC University through email: recruitment.sph@bracu.ac.bd by March 09, 2022. bbox=[60, 1295, 528, 1329]
commercial-contact-number: Contact : 01978-092-241 bbox=[59, 944, 238, 962]
rule-item bbox=[789, 975, 1497, 997]
notice-date: তারিখ: ২৭ ফেব্রুয়ারী ২০২২ খ্রিস্টাব্দ bbox=[1350, 283, 1497, 294]
who-download: Interested Companies can view and download the relevant RFP documents from: bbox=[64, 2217, 501, 2231]
table-cell: জেলা প্রশাসক, হবিগঞ্জ। bbox=[986, 431, 1497, 445]
table-cell: ক) বিভাগীয় কমিশনারের কার্যালয় (স্থানীয় সরকার শাখা), সিলেট। খ) জেলা প্রশাসকের কার্যালয় (স্থানীয় সরকার শাখা), হবিগঞ্জ। গ) পুলিশ সুপারের কার্যালয়, হবিগঞ্জ। bbox=[986, 486, 1497, 509]
rule-text: দরপত্র অবশ্যই সীলমোহরযুক্ত খামে দাখিল করতে হবে এবং খামের উপর "দফাদার ও মহল্লাদারদের পোশাক ও সরঞ্জামাদি সরবরাহের দরপত্র" উল্লেখ থাকতে হবে। bbox=[826, 960, 1341, 970]
globe-icon: ◉ bbox=[151, 1969, 171, 1994]
rule-item bbox=[789, 1153, 1497, 1186]
rule-text: নির্ধারিত তারিখ ও সময়ের মধ্যে দরপত্র দাখিল করতে হবে এবং দরপত্রে উদ্ধৃতিত মূল্য অংকে ও কথায় স্পষ্টভাবে লিখতে হবে। দরপত্রে কোনো প্রকার কাটা-ছেঁড়া, ঘষা-মাজা বা ফ্লুইড ইত্যাদি ব্যবহার করা হলে দরপত্র বাতিল বলে গণ্য হবে। দরপত্র দাখিলকারী ব্যক্তি/প্রতিষ্ঠানকে দরপত্রের নির্দিষ্ট স্থানে সিল, স্বাক্ষর ও তারিখ প্রদান করতে হবে এবং দাখিলকৃত দরপত্রের প্রতি পাতায় প্রতিষ্ঠানের স্বাক্ষর থাকতে হবে। bbox=[826, 974, 1497, 995]
rule-item bbox=[789, 1038, 1497, 1060]
table-cell: মন্ত্রণালয়/বিভাগ bbox=[822, 418, 986, 431]
rule-number: ১৫. bbox=[789, 1266, 802, 1276]
table-cell: পুরুষ গ্রাম পুলিশদের জন্য ০১ (এক) টি করে জ্যাকেট। মহিলা গ্রাম পুলিশদের জন্য ০১(এক) টি করে সোয়েটার। bbox=[986, 878, 1354, 891]
notice-slogan: শেখ হাসিনার মূলনীতি গ্রাম শহরের উন্নতি bbox=[791, 209, 934, 246]
schedule-a-title: তফসিল "ক" bbox=[1116, 386, 1169, 398]
page-top-rule bbox=[51, 51, 1509, 53]
rule-number: ১১. bbox=[789, 1188, 802, 1198]
who-url: https://www.who.int/bangladesh/about-us/procurement-notice. bbox=[64, 2232, 425, 2246]
schedule-b-header: ক্রঃ bbox=[789, 786, 822, 800]
